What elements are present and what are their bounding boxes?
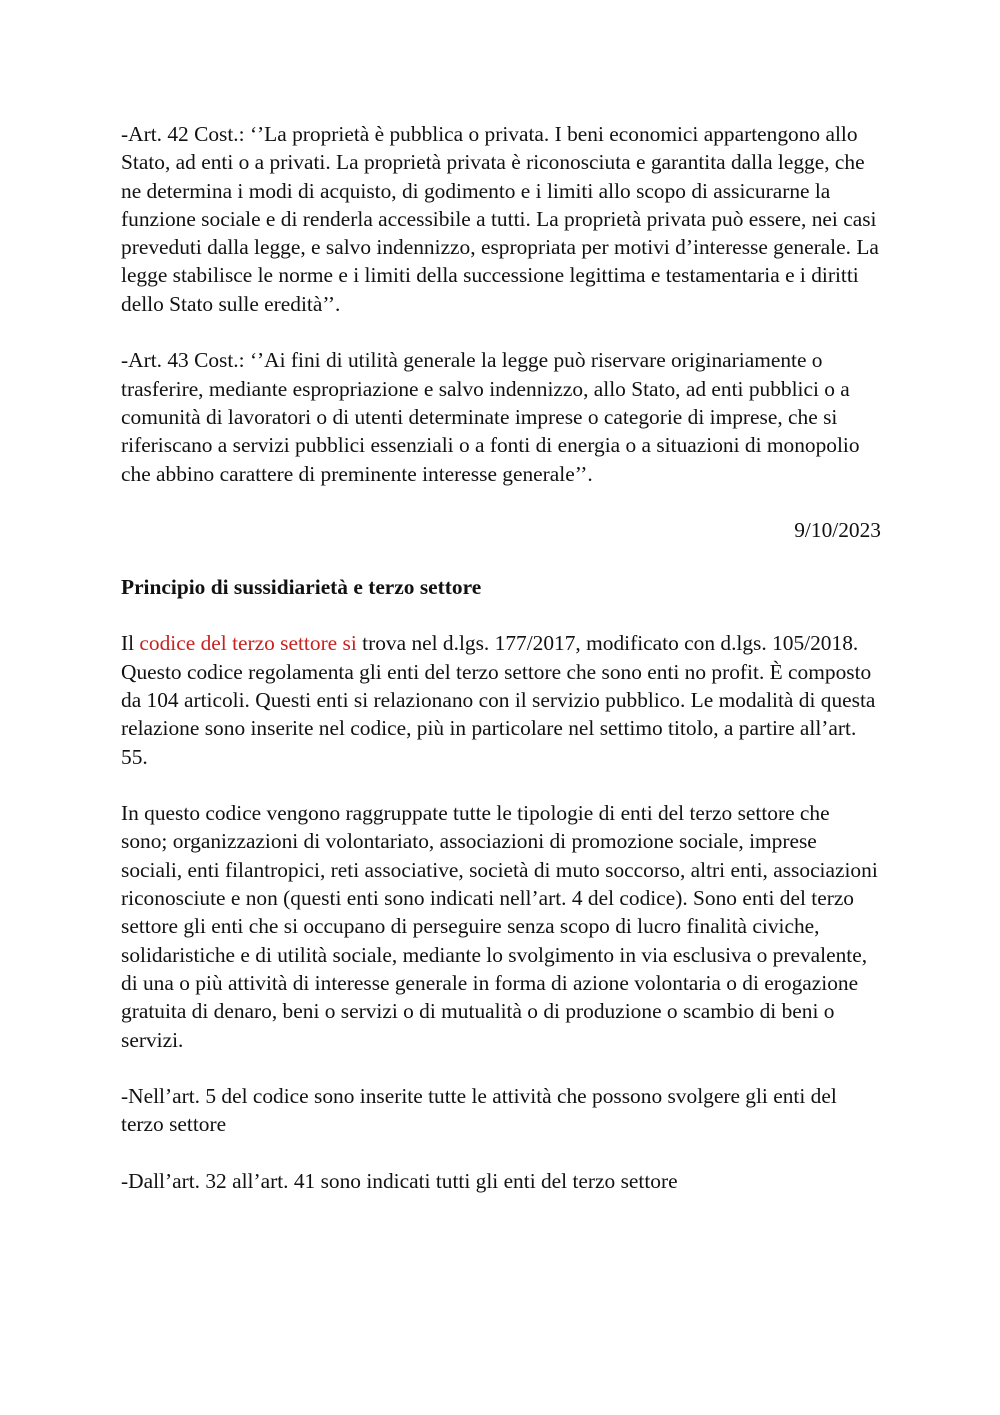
- paragraph-codice: [121, 629, 881, 770]
- paragraph-art-32-41: -Dall’art. 32 all’art. 41 sono indicati tutti gli enti del terzo settore: [121, 1168, 678, 1193]
- paragraph-art-43: -Art. 43 Cost.: ‘’Ai fini di utilità generale la legge può riservare originariamente o trasferire, mediante espropriazione e salvo indennizzo, allo Stato, ad enti pubblici o a comunità di lavoratori o di utenti determinate imprese o categorie di imprese, che si riferiscano a servizi pubblici essenziali o a fonti di energia o a situazioni di monopolio che abbino carattere di preminente interesse generale’’.: [121, 348, 860, 486]
- codice-rest: trova nel d.lgs. 177/2017, modificato con d.lgs. 105/2018. Questo codice regolamenta gli enti del terzo settore che sono enti no profit. È composto da 104 articoli. Questi enti si relazionano con il servizio pubblico. Le modalità di questa relazione sono inserite nel codice, più in particolare nel settimo titolo, a partire all’art. 55.: [121, 631, 876, 769]
- date-label: 9/10/2023: [794, 518, 881, 543]
- section-heading: Principio di sussidiarietà e terzo settore: [121, 574, 482, 599]
- paragraph-art-42: -Art. 42 Cost.: ‘’La proprietà è pubblica o privata. I beni economici appartengono allo Stato, ad enti o a privati. La proprietà privata è riconosciuta e garantita dalla legge, che ne determina i modi di acquisto, di godimento e i limiti allo scopo di assicurarne la funzione sociale e di renderla accessibile a tutti. La proprietà privata può essere, nei casi preveduti dalla legge, e salvo indennizzo, espropriata per motivi d’interesse generale. La legge stabilisce le norme e i limiti della successione legittima e testamentaria e i diritti dello Stato sulle eredità’’.: [121, 122, 879, 316]
- document-page: [121, 120, 881, 1224]
- paragraph-art-5: -Nell’art. 5 del codice sono inserite tutte le attività che possono svolgere gli enti del terzo settore: [121, 1084, 837, 1137]
- codice-prefix: Il: [121, 631, 140, 656]
- paragraph-tipologie: In questo codice vengono raggruppate tutte le tipologie di enti del terzo settore che sono; organizzazioni di volontariato, associazioni di promozione sociale, imprese sociali, enti filantropici, reti associative, società di muto soccorso, altri enti, associazioni riconosciute e non (questi enti sono indicati nell’art. 4 del codice). Sono enti del terzo settore gli enti che si occupano di perseguire senza scopo di lucro finalità civiche, solidaristiche e di utilità sociale, mediante lo svolgimento in via esclusiva o prevalente, di una o più attività di interesse generale in forma di azione volontaria o di erogazione gratuita di denaro, beni o servizi o di mutualità o di produzione o scambio di beni o servizi.: [121, 801, 878, 1052]
- codice-highlight: codice del terzo settore si: [139, 631, 357, 656]
